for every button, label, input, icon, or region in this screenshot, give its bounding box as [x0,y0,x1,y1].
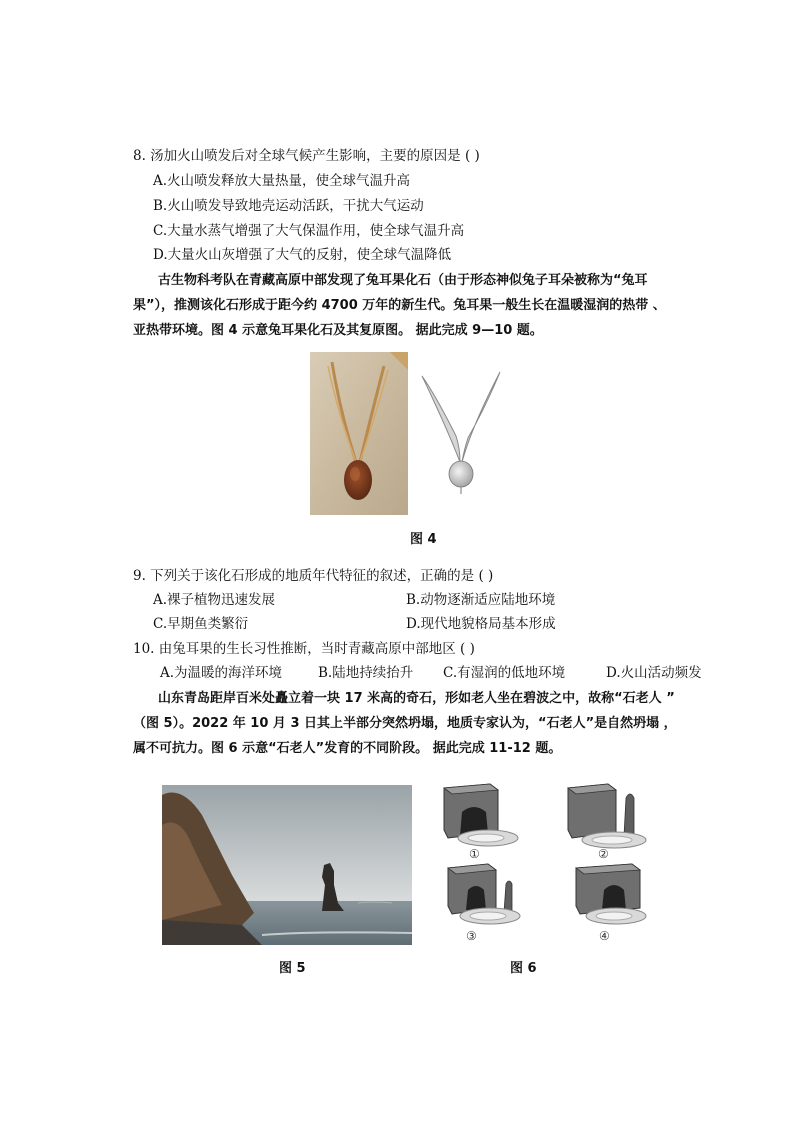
stage-1-diagram [440,780,520,862]
sea-stack-photo [162,785,412,945]
fossil-photo [310,352,408,515]
q9-option-d: D.现代地貌格局基本形成 [406,616,556,632]
stage-3-label: ③ [466,929,477,943]
stage-1-label: ① [469,847,480,861]
figure-6-caption: 图 6 [510,961,537,976]
q8-option-b: B.火山喷发导致地壳运动活跃，干扰大气运动 [153,198,424,214]
stage-4-label: ④ [599,929,610,943]
figure-4-caption: 图 4 [410,532,437,547]
passage2-line3: 属不可抗力。图 6 示意“石老人”发育的不同阶段。 据此完成 11-12 题。 [133,741,562,756]
passage1-line2: 果”），推测该化石形成于距今约 4700 万年的新生代。兔耳果一般生长在温暖湿润的热带 、 [133,298,666,313]
q9-option-b: B.动物逐渐适应陆地环境 [406,592,556,608]
passage1-line1: 古生物科考队在青藏高原中部发现了兔耳果化石（由于形态神似兔子耳朵被称为“兔耳 [158,273,648,288]
q8-option-d: D.大量火山灰增强了大气的反射，使全球气温降低 [153,247,452,263]
q8-option-c: C.大量水蒸气增强了大气保温作用，使全球气温升高 [153,223,465,239]
q8-stem: 8. 汤加火山喷发后对全球气候产生影响，主要的原因是 ( ) [133,148,480,164]
passage1-line3: 亚热带环境。图 4 示意兔耳果化石及其复原图。 据此完成 9—10 题。 [133,323,543,338]
q9-option-c: C.早期鱼类繁衍 [153,616,249,632]
stage-4-diagram [572,860,652,932]
stage-2-label: ② [598,847,609,861]
q8-option-a: A.火山喷发释放大量热量，使全球气温升高 [153,173,411,189]
stage-3-diagram [444,860,524,932]
passage2-line1: 山东青岛距岸百米处矗立着一块 17 米高的奇石，形如老人坐在碧波之中，故称“石老人 ” [158,691,675,706]
q10-stem: 10. 由兔耳果的生长习性推断，当时青藏高原中部地区 ( ) [133,641,475,657]
q10-option-b: B.陆地持续抬升 [318,665,414,681]
fossil-reconstruction [416,366,506,498]
q9-stem: 9. 下列关于该化石形成的地质年代特征的叙述，正确的是 ( ) [133,568,494,584]
q10-option-c: C.有湿润的低地环境 [443,665,566,681]
q9-option-a: A.裸子植物迅速发展 [153,592,276,608]
passage2-line2: （图 5）。2022 年 10 月 3 日其上半部分突然坍塌，地质专家认为，“石老人”是自然坍塌 ， [133,716,677,731]
q10-option-a: A.为温暖的海洋环境 [160,665,283,681]
figure-5-caption: 图 5 [279,961,306,976]
q10-option-d: D.火山活动频发 [606,665,702,681]
